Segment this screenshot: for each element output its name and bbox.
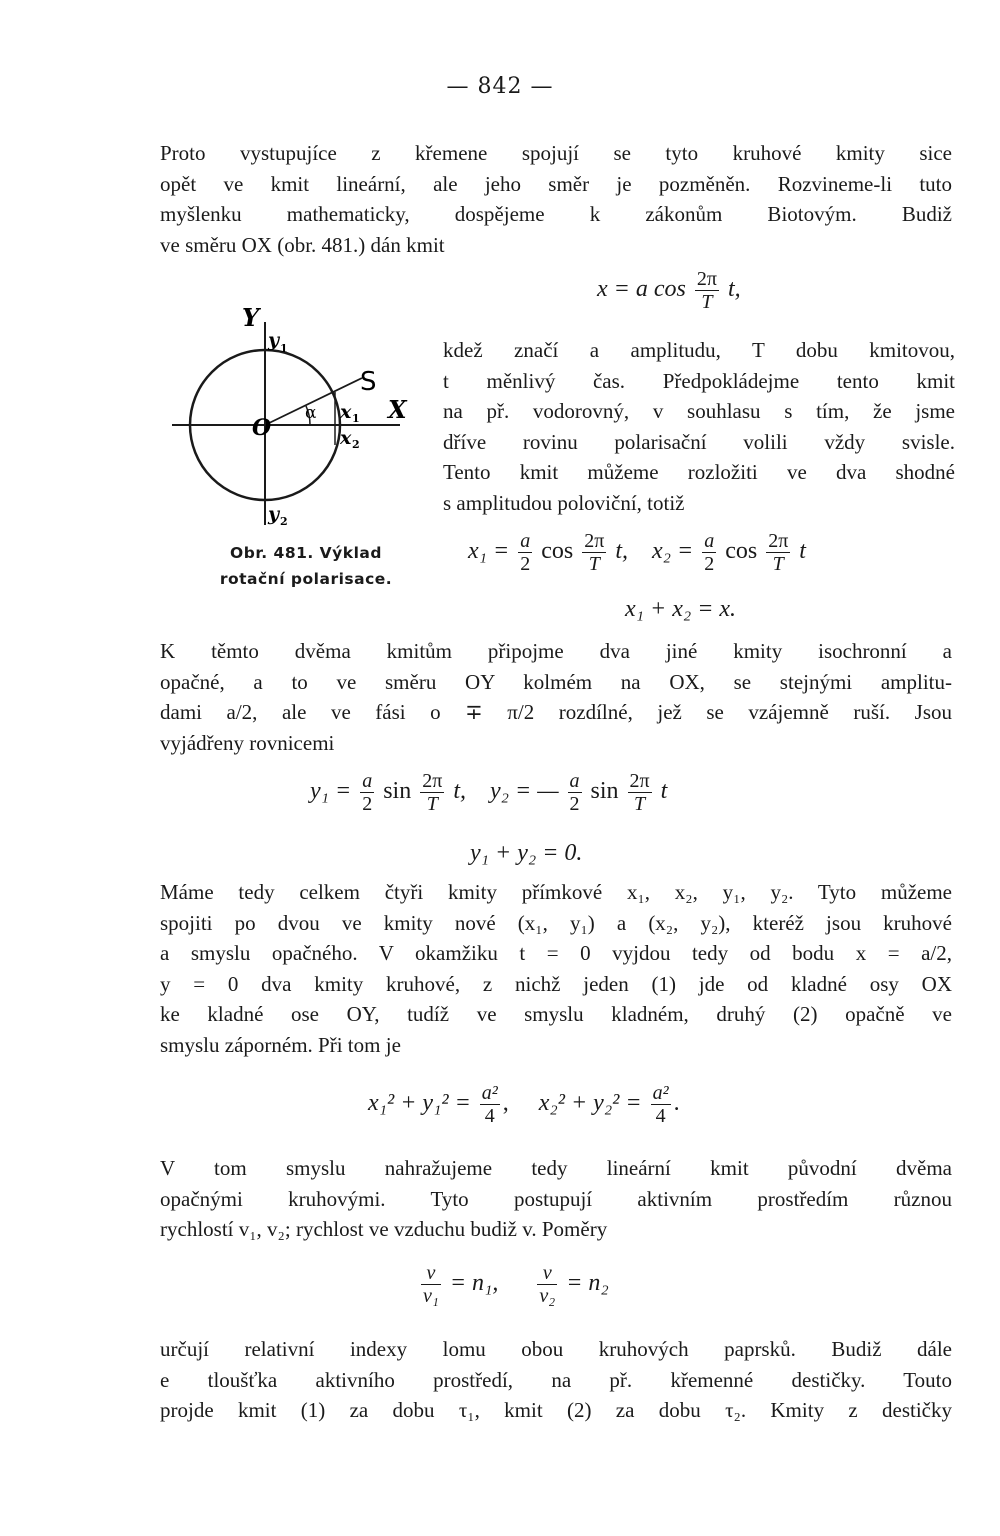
fraction: $\frac{a}{2}$ — [569, 770, 580, 815]
formula-text: x = a cos — [597, 276, 686, 303]
text-line: opět ve kmit lineární, ale jeho směr je pozměněn. Rozvineme-li tuto — [160, 171, 952, 196]
formula-refraction-indexes: $\frac{v}{\text{v₁}}$ = n₁, $\frac{v}{\text{v₂}}$ = n₂ — [423, 1262, 609, 1307]
label-alpha: α — [305, 403, 317, 423]
text-line: s amplitudou poloviční, totiž — [443, 490, 685, 515]
text-line: spojiti po dvou ve kmity nové (x₁, y₁) a (x₂, y₂), kteréž jsou kruhové — [160, 910, 952, 935]
fraction: $\frac{2\pi}{T}$ — [696, 268, 717, 313]
figure-481-diagram — [170, 300, 430, 530]
fraction: $\frac{\text{a²}}{4}$ — [481, 1082, 498, 1127]
paragraph-4 — [160, 877, 952, 1060]
fraction: $\frac{v}{\text{v₂}}$ — [539, 1262, 556, 1307]
text-line: opačné, a to ve směru OY kolmém na OX, se stejnými amplitu- — [160, 669, 952, 694]
label-y1-sub: 1 — [280, 342, 288, 355]
formula-y-sum: y₁ + y₂ = 0. — [470, 840, 583, 866]
axis-label-x: X — [388, 395, 407, 424]
caption-line: Obr. 481. Výklad — [230, 544, 382, 562]
label-x2: x — [340, 427, 352, 449]
fraction: $\frac{a}{2}$ — [704, 530, 715, 575]
text-line: vyjádřeny rovnicemi — [160, 730, 335, 755]
text-line: Proto vystupujíce z křemene spojují se tyto kruhové kmity sice — [160, 141, 952, 165]
formula-text: t, — [727, 276, 741, 303]
text-line: ke kladné ose OY, tudíž ve smyslu kladném, druhý (2) opačně ve — [160, 1002, 952, 1026]
text-line: e tloušťka aktivního prostředí, na př. křemenné destičky. Touto — [160, 1367, 952, 1392]
label-s: S — [360, 367, 377, 397]
text-line: a smyslu opačného. V okamžiku t = 0 vyjdou tedy od bodu x = a/2, — [160, 941, 952, 965]
paragraph-5 — [160, 1153, 952, 1245]
label-y2: y — [268, 503, 280, 525]
paragraph-6 — [160, 1334, 952, 1426]
figure-caption — [196, 540, 416, 592]
paragraph-2 — [443, 335, 955, 518]
formula-y1-y2: y₁ = $\frac{a}{2}$ sin $\frac{2\pi}{T}$ t, y₂ = — $\frac{a}{2}$ sin $\frac{2\pi}{T}$ t — [310, 770, 668, 815]
text-line: dříve rovinu polarisační volili vždy svisle. — [443, 429, 955, 454]
text-line: projde kmit (1) za dobu τ₁, kmit (2) za dobu τ₂. Kmity z destičky — [160, 1398, 952, 1422]
text-line: smyslu záporném. Při tom je — [160, 1032, 401, 1057]
text-line: Máme tedy celkem čtyři kmity přímkové x₁, x₂, y₁, y₂. Tyto můžeme — [160, 880, 952, 904]
label-x1: x — [340, 401, 352, 423]
fraction: $\frac{\text{a²}}{4}$ — [652, 1082, 669, 1127]
fraction: $\frac{a}{2}$ — [362, 770, 373, 815]
paragraph-1 — [160, 138, 952, 260]
fraction: $\frac{v}{\text{v₁}}$ — [423, 1262, 439, 1307]
text-line: kdež značí a amplitudu, T dobu kmitovou, — [443, 338, 955, 362]
text-line: ve směru OX (obr. 481.) dán kmit — [160, 232, 445, 257]
text-line: V tom smyslu nahražujeme tedy lineární kmit původní dvěma — [160, 1156, 952, 1180]
formula-circles: x₁² + y₁² = $\frac{\text{a²}}{4}$ , x₂² + y₂² = $\frac{\text{a²}}{4}$ . — [368, 1082, 680, 1127]
text-line: dami a/2, ale ve fási o ∓ π/2 rozdílné, jež se vzájemně ruší. Jsou — [160, 700, 952, 724]
text-line: t měnlivý čas. Předpokládejme tento kmit — [443, 368, 955, 393]
page-number: — 842 — — [446, 74, 554, 99]
paragraph-3 — [160, 636, 952, 758]
formula-x-sum: x₁ + x₂ = x. — [625, 596, 737, 622]
text-line: K těmto dvěma kmitům připojme dva jiné kmity isochronní a — [160, 639, 952, 663]
text-line: na př. vodorovný, v souhlasu s tím, že jsme — [443, 399, 955, 423]
label-x1-sub: 1 — [352, 412, 360, 425]
fraction: $\frac{2\pi}{T}$ — [629, 770, 650, 815]
formula-x1-x2: x₁ = $\frac{a}{2}$ cos $\frac{2\pi}{T}$ t, x₂ = $\frac{a}{2}$ cos $\frac{2\pi}{T}$ t — [468, 530, 806, 575]
label-origin: O — [252, 415, 272, 441]
text-line: myšlenku mathematicky, dospějeme k zákonům Biotovým. Budiž — [160, 202, 952, 226]
caption-line: rotační polarisace. — [219, 570, 393, 588]
text-line: opačnými kruhovými. Tyto postupují aktivním prostředím různou — [160, 1186, 952, 1211]
text-line: Tento kmit můžeme rozložiti ve dva shodné — [443, 460, 955, 484]
label-x2-sub: 2 — [352, 438, 360, 451]
text-line: určují relativní indexy lomu obou kruhových paprsků. Budiž dále — [160, 1337, 952, 1361]
label-y2-sub: 2 — [280, 515, 288, 528]
axis-label-y: Y — [242, 303, 260, 332]
fraction: $\frac{2\pi}{T}$ — [584, 530, 605, 575]
fraction: $\frac{a}{2}$ — [520, 530, 531, 575]
rotation-polarization-diagram — [170, 300, 430, 530]
label-y1: y — [268, 329, 280, 351]
fraction: $\frac{2\pi}{T}$ — [768, 530, 789, 575]
formula-x-cos — [597, 268, 741, 313]
fraction: $\frac{2\pi}{T}$ — [422, 770, 443, 815]
text-line: y = 0 dva kmity kruhové, z nichž jeden (1) jde od kladné osy OX — [160, 971, 952, 996]
text-line: rychlostí v₁, v₂; rychlost ve vzduchu budiž v. Poměry — [160, 1217, 608, 1241]
